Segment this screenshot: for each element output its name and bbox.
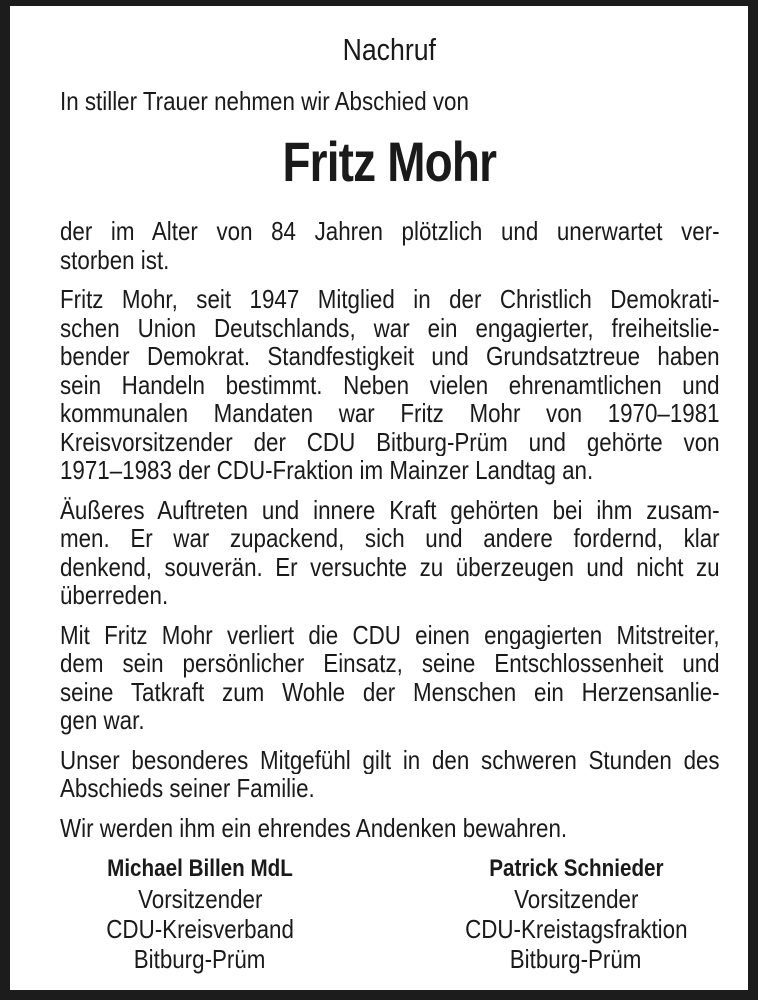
text-line: gen war. (60, 706, 145, 735)
signatory-role: Vorsitzender (513, 884, 639, 914)
paragraph (60, 217, 720, 274)
paragraph (60, 746, 720, 803)
text-line: überreden. (60, 581, 169, 610)
text-line: Fritz Mohr, seit 1947 Mitglied in der Christlich Demokrati- (60, 285, 720, 314)
text-line: Mit Fritz Mohr verliert die CDU einen engagierten Mitstreiter, (60, 620, 720, 649)
signatory-2 (406, 854, 746, 974)
text-line: dem sein persönlicher Einsatz, seine Entschlossenheit und (60, 649, 720, 678)
text-line: der im Alter von 84 Jahren plötzlich und unerwartet ver- (60, 217, 720, 246)
text-line: seine Tatkraft zum Wohle der Menschen ein Herzensanlie- (60, 677, 720, 706)
obituary-body (60, 217, 720, 842)
intro-text: In stiller Trauer nehmen wir Abschied von (60, 86, 469, 116)
signatory-role: Vorsitzender (137, 884, 263, 914)
text-line: kommunalen Mandaten war Fritz Mohr von 1970–1981 (60, 399, 720, 428)
signatory-place: Bitburg-Prüm (134, 944, 266, 974)
paragraph (60, 285, 720, 485)
signatory-name: Patrick Schnieder (488, 855, 664, 882)
text-line: storben ist. (60, 245, 170, 274)
text-line: schen Union Deutschlands, war ein engagierter, freiheitslie- (60, 313, 720, 342)
text-line: Äußeres Auftreten und innere Kraft gehörten bei ihm zusam- (60, 495, 720, 524)
signatory-org: CDU-Kreistagsfraktion (464, 914, 688, 944)
signatory-org: CDU-Kreisverband (106, 914, 294, 944)
text-line: Abschieds seiner Familie. (60, 774, 315, 803)
text-line: 1971–1983 der CDU-Fraktion im Mainzer Landtag an. (60, 456, 594, 485)
signatory-1 (30, 854, 370, 974)
paragraph (60, 621, 720, 735)
text-line: Kreisvorsitzender der CDU Bitburg-Prüm und gehörte von (60, 427, 720, 456)
deceased-name (10, 130, 758, 194)
text-line: Wir werden ihm ein ehrendes Andenken bewahren. (60, 813, 568, 842)
text-line: bender Demokrat. Standfestigkeit und Grundsatztreue haben (60, 342, 720, 371)
text-line: denkend, souverän. Er versuchte zu überzeugen und nicht zu (60, 552, 720, 581)
signatory-name: Michael Billen MdL (107, 855, 293, 882)
heading (10, 32, 758, 68)
text-line: Unser besonderes Mitgefühl gilt in den schweren Stunden des (60, 745, 720, 774)
paragraph (60, 496, 720, 610)
heading-text: Nachruf (342, 32, 436, 67)
signatory-place: Bitburg-Prüm (510, 944, 642, 974)
text-line: sein Handeln bestimmt. Neben vielen ehrenamtlichen und (60, 370, 720, 399)
text-line: men. Er war zupackend, sich und andere fordernd, klar (60, 524, 720, 553)
deceased-name-text: Fritz Mohr (282, 130, 496, 193)
paragraph (60, 814, 720, 843)
